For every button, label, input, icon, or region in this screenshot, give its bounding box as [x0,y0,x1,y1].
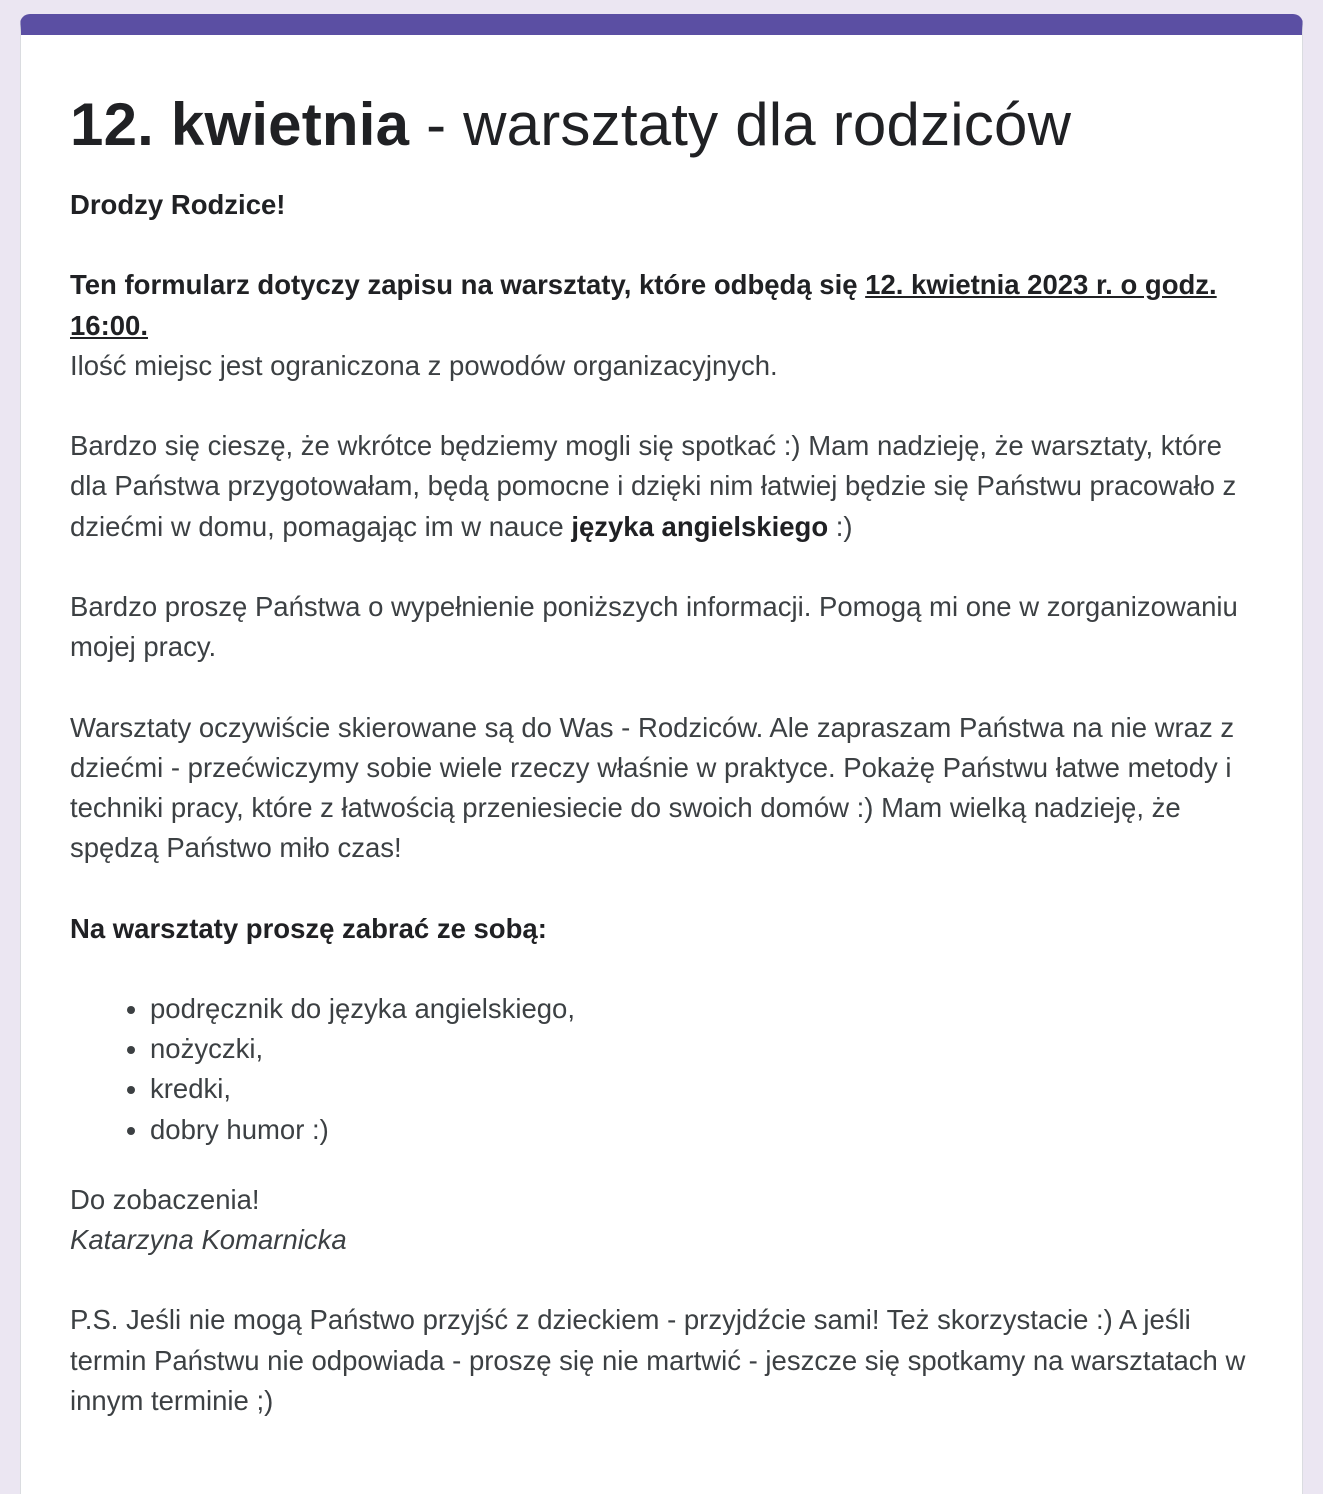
closing-block [70,1180,1260,1260]
intro-paragraph: Bardzo się cieszę, że wkrótce będziemy mogli się spotkać :) Mam nadzieję, że warsztaty, które dla Państwa przygotowałam, będą pomocne i dzięki nim łatwiej będzie się Państwu pracowało z dziećmi w domu, pomagając im w nauce języka angielskiego :) [70,430,1237,542]
postscript: P.S. Jeśli nie mogą Państwo przyjść z dzieckiem - przyjdźcie sami! Też skorzystacie :) A jeśli termin Państwu nie odpowiada - proszę się nie martwić - jeszcze się spotkamy na warsztatach w innym terminie ;) [70,1304,1246,1416]
list-item: • nożyczki, [150,1029,1260,1069]
closing-text: Do zobaczenia! [70,1183,260,1215]
greeting: Drodzy Rodzice! [70,189,286,220]
form-header-content [70,89,1260,1461]
form-description [70,185,1260,1421]
form-title [70,89,1260,161]
bring-list [70,989,1260,1150]
signature: Katarzyna Komarnicka [70,1223,347,1255]
registration-text: Ten formularz dotyczy zapisu na warsztaty, które odbędą się [70,269,866,301]
bring-heading: Na warsztaty proszę zabrać ze sobą: [70,912,547,944]
form-header-card [20,14,1303,1494]
registration-paragraph [70,265,1260,386]
list-item: • dobry humor :) [150,1110,1260,1150]
invitation-paragraph: Warsztaty oczywiście skierowane są do Was - Rodziców. Ale zapraszam Państwa na nie wraz z dziećmi - przećwiczymy sobie wiele rzeczy właśnie w praktyce. Pokażę Państwu łatwe metody i techniki pracy, które z łatwością przeniesiecie do swoich domów :) Mam wielką nadzieję, że spędzą Państwo miło czas! [70,711,1235,864]
form-title-date: 12. kwietnia [70,91,410,158]
list-item: • kredki, [150,1069,1260,1109]
form-title-rest: - warsztaty dla rodziców [409,91,1072,158]
workshop-datetime: 12. kwietnia 2023 r. o godz. 16:00. [70,269,1217,341]
request-paragraph: Bardzo proszę Państwa o wypełnienie poniższych informacji. Pomogą mi one w zorganizowaniu mojej pracy. [70,590,1238,663]
english-language-bold: języka angielskiego [571,510,829,542]
limited-places-note: Ilość miejsc jest ograniczona z powodów organizacyjnych. [70,349,778,381]
list-item: • podręcznik do języka angielskiego, [150,989,1260,1029]
